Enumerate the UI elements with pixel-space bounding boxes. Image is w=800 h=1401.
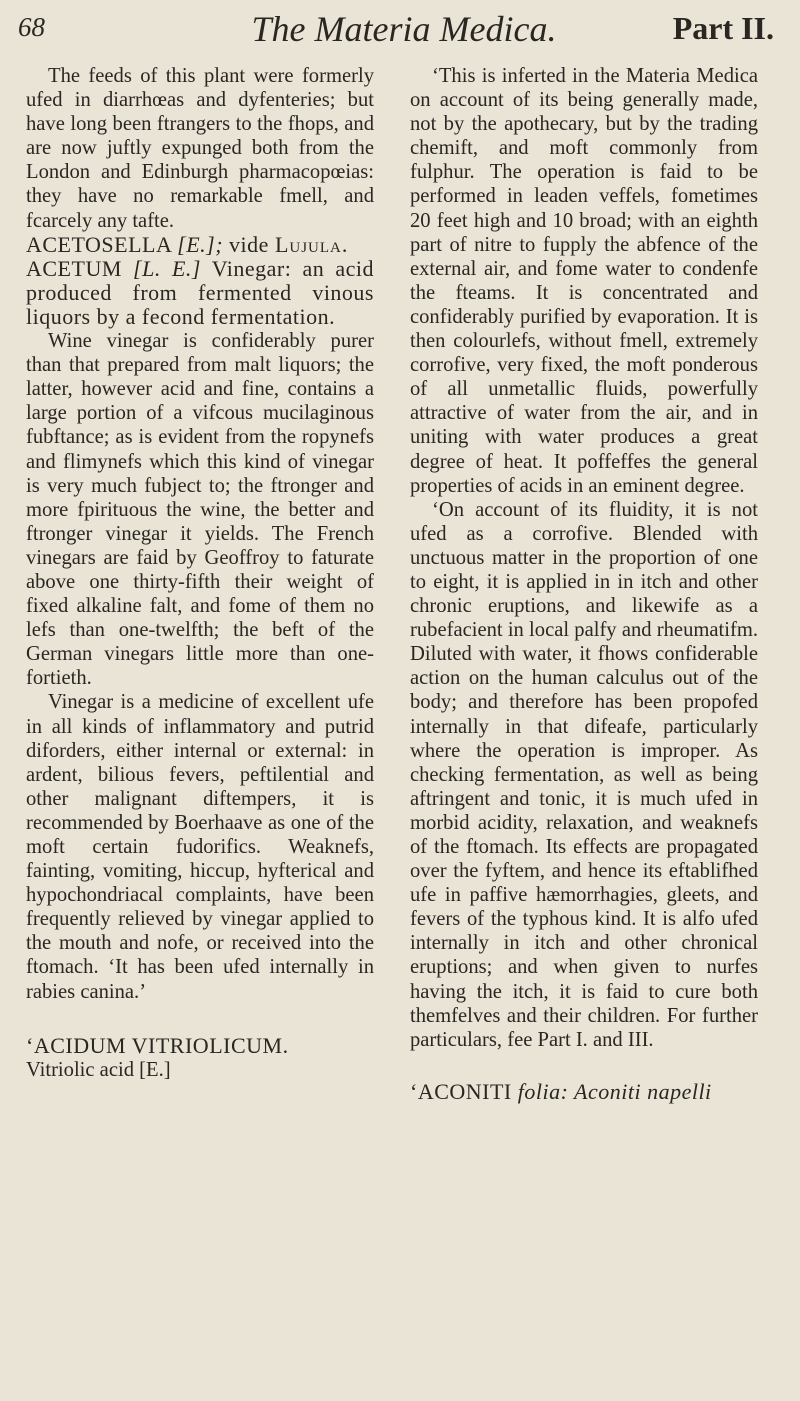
entry-acetum: [26, 257, 374, 329]
headword-acetosella: ACETOSELLA: [26, 231, 172, 257]
page-number: 68: [18, 12, 45, 42]
part-label: Part II.: [672, 10, 774, 46]
right-column: [410, 64, 758, 1104]
paragraph-fluidity: ‘On account of its fluidity, it is not ufed as a corrofive. Blended with unctuous matter in the proportion of one to eight, it is applied in in itch and other chronic eruptions, and likewife as a rubefacient in local palfy and rheumatifm. Diluted with water, it fhows confiderable action on the human calculus out of the body; and therefore has been propofed internally in that difeafe, particularly where the operation is improper. As checking fermentation, as well as being aftringent and tonic, it is much ufed in morbid acidity, relaxation, and weaknefs of the ftomach. Its effects are propagated over the fyftem, and hence its eftablifhed ufe in paffive hæmorrhagies, gleets, and fevers of the typhous kind. It is alfo ufed internally in itch and other chronical eruptions; and when given to nurfes having the itch, it is faid to cure both themfelves and their children. For further particulars, fee Part I. and III.: [410, 498, 758, 1051]
headword-acidum-vitriolicum: ‘ACIDUM VITRIOLICUM.: [26, 1032, 289, 1058]
cross-reference-lujula: Lujula.: [274, 231, 349, 257]
paragraph-vinegar-medicine: Vinegar is a medicine of excellent ufe in all kinds of inflammatory and putrid diforders, either internal or external: in ardent, bilious fevers, peftilential and other malignant diftempers, it is recommended by Boerhaave as one of the moft certain fudorifics. Weaknefs, fainting, vomiting, hiccup, hyfterical and hypochondriacal complaints, have been frequently relieved by vinegar applied to the mouth and nofe, or received into the ftomach. ‘It has been ufed internally in rabies canina.’: [26, 691, 374, 1003]
source-tag-acetum: [L. E.]: [133, 255, 201, 281]
entry-aconiti: [410, 1080, 758, 1104]
vide-label: vide: [229, 231, 269, 257]
definition-acetum: Vinegar: an acid produced from fermented vinous liquors by a fecond fermentation.: [26, 255, 375, 329]
running-header: [18, 6, 790, 54]
left-column: [26, 64, 374, 1082]
paragraph-seeds: The feeds of this plant were formerly ufed in diarrhœas and dyfenteries; but have long been ftrangers to the fhops, and are now juftly expunged both from the London and Edinburgh pharmacopœias: they have no remarkable fmell, and fcarcely any tafte.: [26, 65, 374, 232]
entry-acetosella: [26, 233, 374, 257]
headword-acetum: ACETUM: [26, 255, 122, 281]
paragraph-wine-vinegar: Wine vinegar is confiderably purer than that prepared from malt liquors; the latter, however acid and fine, contains a large portion of a vifcous mucilaginous fubftance; as is evident from the ropynefs and flimynefs which this kind of vinegar is very much fubject to; the ftronger and more fpirituous the wine, the better and ftronger vinegar it yields. The French vinegars are faid by Geoffroy to faturate above one thirty-fifth their weight of fixed alkaline falt, and fome of them no lefs than one-twelfth; the beft of the German vinegars little more than one-fortieth.: [26, 330, 374, 690]
headword-aconiti: ‘ACONITI: [410, 1078, 512, 1104]
source-tag-acetosella: [E.];: [177, 231, 224, 257]
aconiti-continuation: folia: Aconiti napelli: [517, 1078, 712, 1104]
paragraph-inserted: ‘This is inferted in the Materia Medica on account of its being generally made, not by the apothecary, but by the trading chemift, and moft commonly from fulphur. The operation is faid to be performed in leaden veffels, fometimes 20 feet high and 10 broad; with an eighth part of nitre to fupply the abfence of the external air, and fome water to condenfe the fteams. It is concentrated and confiderably purified by evaporation. It is then colourlefs, without fmell, extremely corrofive, very fixed, the moft ponderous of all unmetallic fluids, powerfully attractive of water from the air, and in uniting with water produces a great degree of heat. It poffeffes the general properties of acids in an eminent degree.: [410, 65, 758, 497]
subhead-vitriolic-acid: Vitriolic acid [E.]: [26, 1058, 171, 1081]
running-title: The Materia Medica.: [251, 9, 557, 49]
